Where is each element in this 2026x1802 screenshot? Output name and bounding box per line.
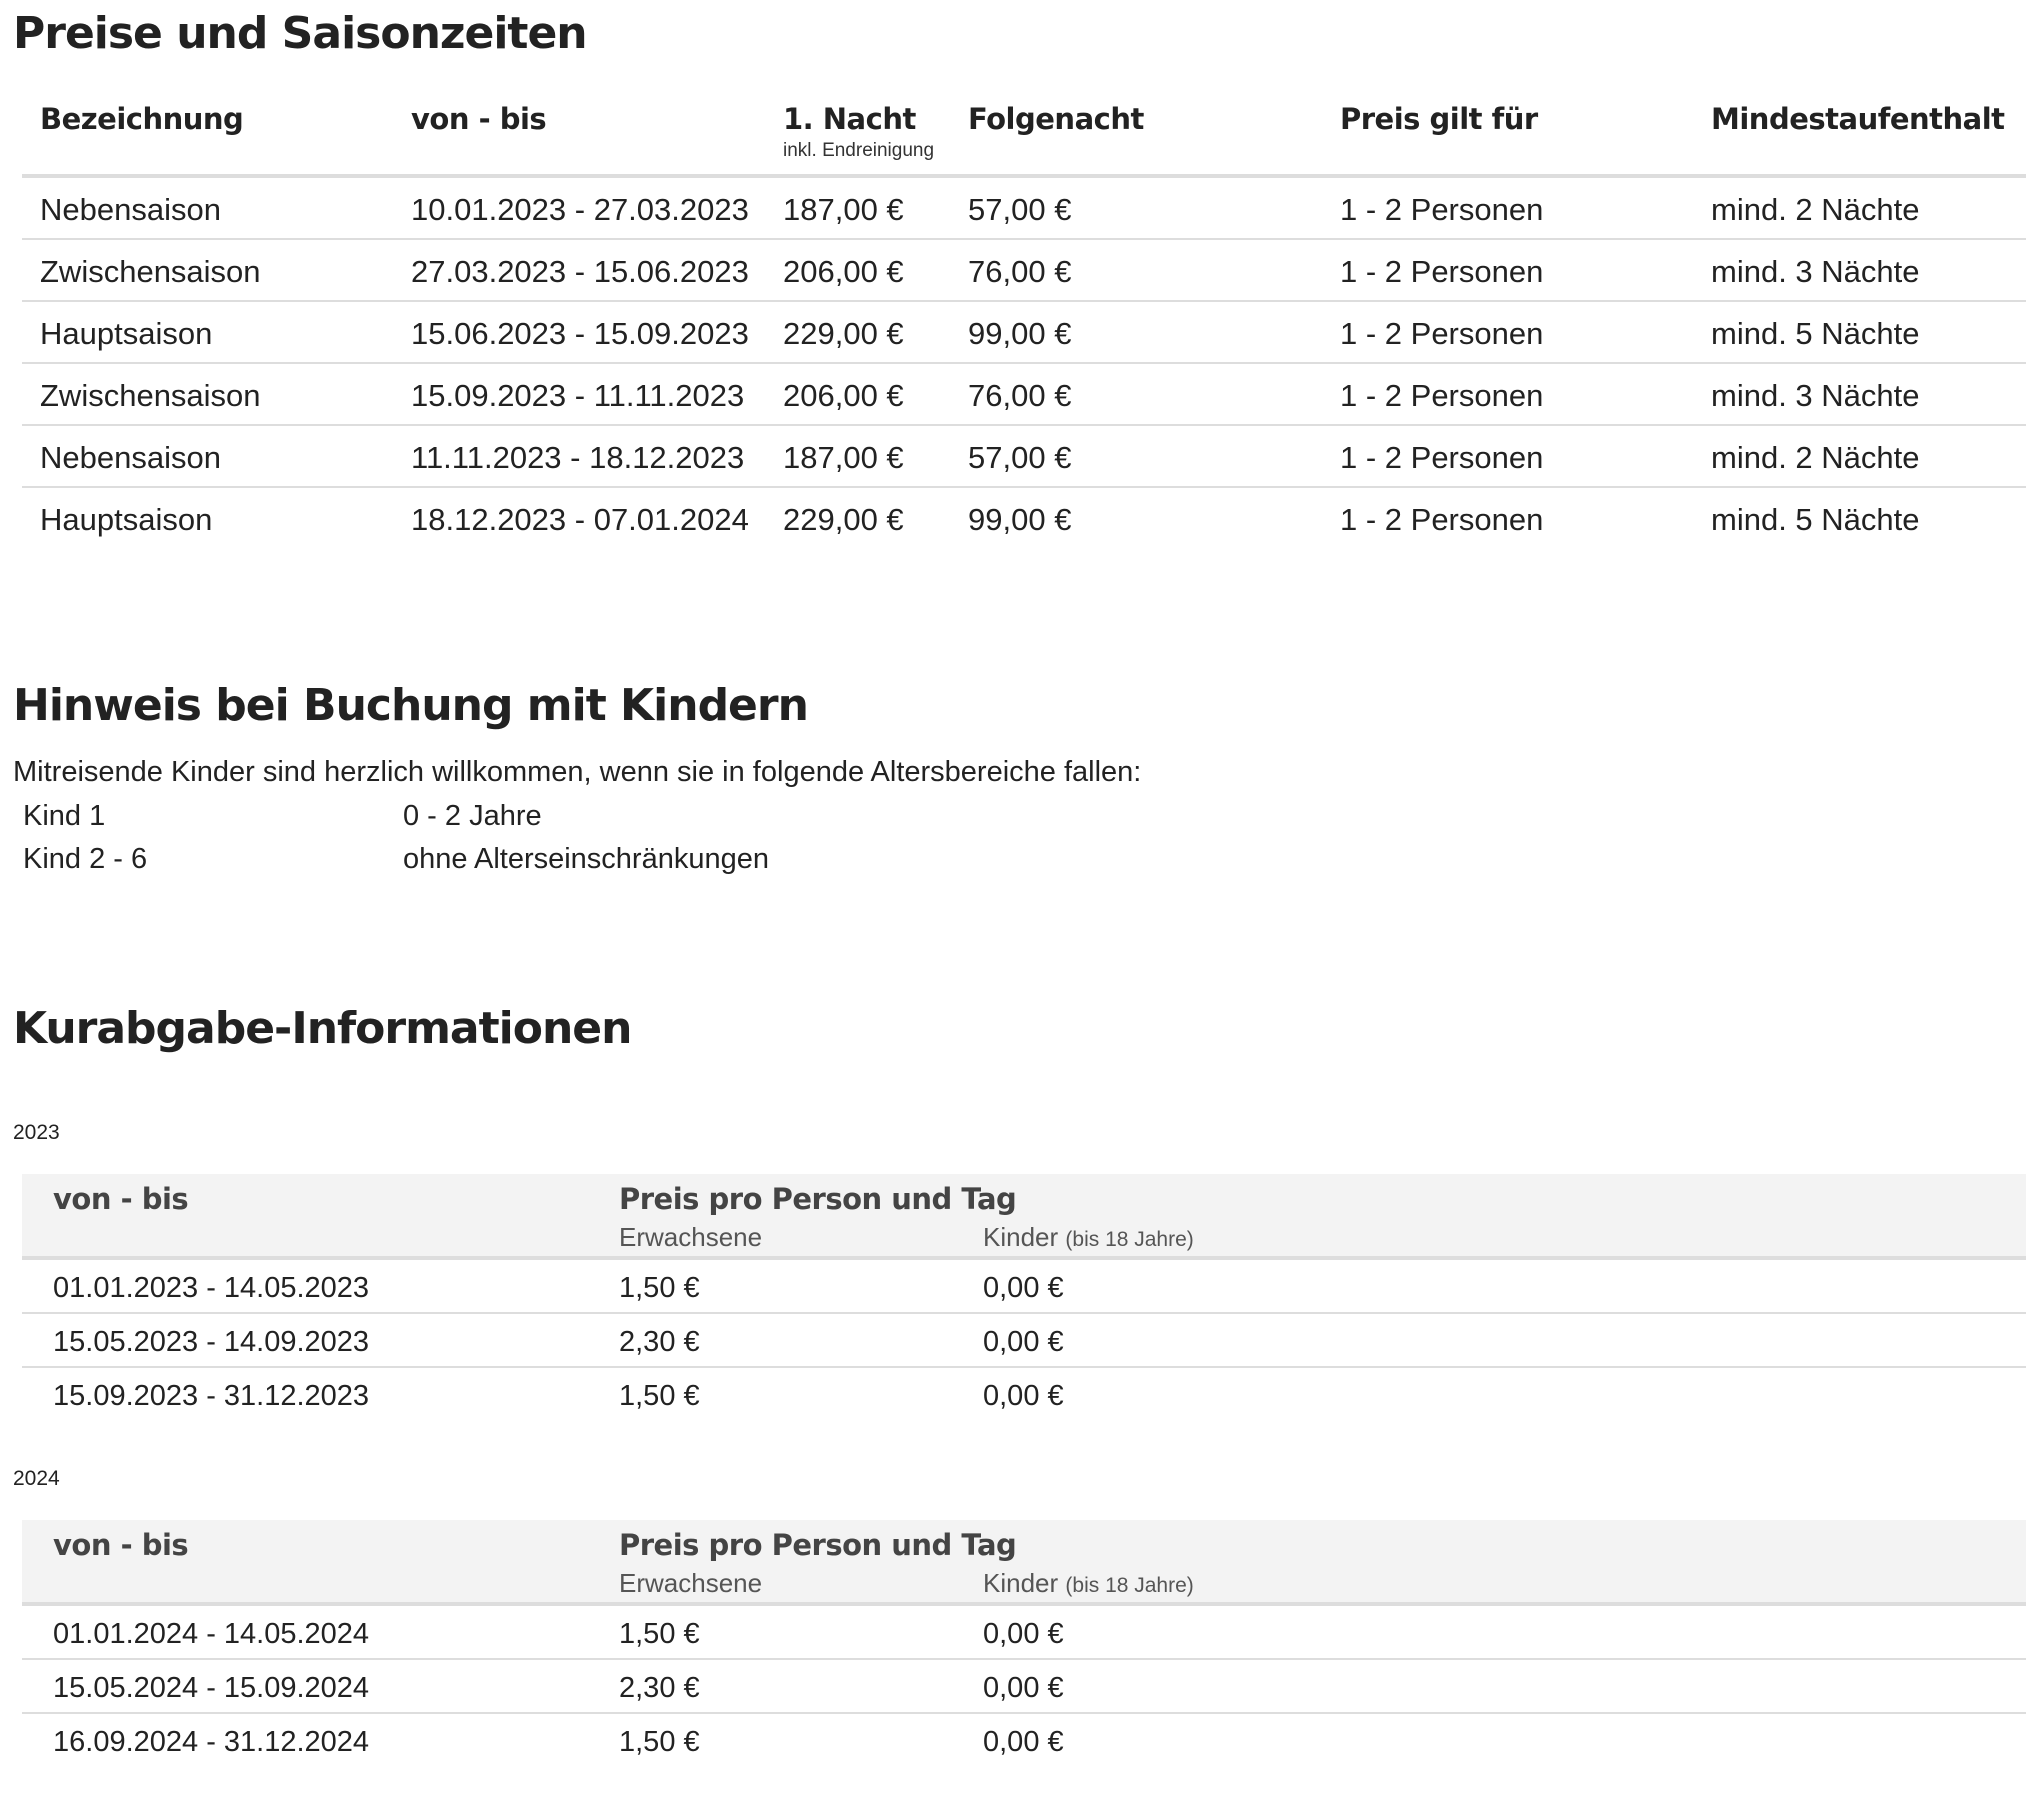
col-header-children: [983, 1568, 1194, 1599]
season-range: 11.11.2023 - 18.12.2023: [411, 440, 745, 475]
season-range: 18.12.2023 - 07.01.2024: [411, 502, 749, 537]
adult-price: 1,50 €: [619, 1618, 700, 1650]
valid-for: 1 - 2 Personen: [1340, 192, 1544, 227]
col-header-first-night: 1. Nacht: [783, 102, 916, 136]
child-price: 0,00 €: [983, 1380, 1064, 1412]
kurtax-title: Kurabgabe-Informationen: [13, 1003, 632, 1054]
date-range: 15.05.2023 - 14.09.2023: [53, 1326, 370, 1358]
table-row: [22, 1260, 2026, 1314]
children-note: (bis 18 Jahre): [1065, 1574, 1194, 1597]
next-night-price: 99,00 €: [968, 316, 1072, 351]
child-label: Kind 1: [23, 800, 106, 832]
table-row: [22, 426, 2026, 488]
col-header-price-title: Preis pro Person und Tag: [619, 1182, 1017, 1216]
adult-price: 2,30 €: [619, 1326, 700, 1358]
valid-for: 1 - 2 Personen: [1340, 378, 1544, 413]
valid-for: 1 - 2 Personen: [1340, 440, 1544, 475]
children-note: (bis 18 Jahre): [1065, 1228, 1194, 1251]
table-row: [22, 240, 2026, 302]
adult-price: 2,30 €: [619, 1672, 700, 1704]
first-night-price: 229,00 €: [783, 316, 904, 351]
col-header-first-night-note: inkl. Endreinigung: [783, 140, 935, 161]
season-name: Zwischensaison: [40, 254, 261, 289]
date-range: 15.05.2024 - 15.09.2024: [53, 1672, 370, 1704]
col-header-min-stay: Mindestaufenthalt: [1711, 102, 2005, 136]
min-stay: mind. 5 Nächte: [1711, 316, 1920, 351]
col-header-range: von - bis: [53, 1528, 189, 1562]
col-header-name: Bezeichnung: [40, 102, 244, 136]
min-stay: mind. 3 Nächte: [1711, 378, 1920, 413]
col-header-adults: Erwachsene: [619, 1568, 763, 1598]
table-row: [22, 178, 2026, 240]
season-range: 10.01.2023 - 27.03.2023: [411, 192, 749, 227]
first-night-price: 187,00 €: [783, 192, 904, 227]
table-row: [22, 1660, 2026, 1714]
next-night-price: 76,00 €: [968, 378, 1072, 413]
next-night-price: 57,00 €: [968, 440, 1072, 475]
adult-price: 1,50 €: [619, 1380, 700, 1412]
season-range: 15.06.2023 - 15.09.2023: [411, 316, 749, 351]
valid-for: 1 - 2 Personen: [1340, 502, 1544, 537]
child-age: 0 - 2 Jahre: [403, 800, 542, 832]
min-stay: mind. 5 Nächte: [1711, 502, 1920, 537]
date-range: 15.09.2023 - 31.12.2023: [53, 1380, 370, 1412]
table-row: [22, 1314, 2026, 1368]
valid-for: 1 - 2 Personen: [1340, 316, 1544, 351]
season-name: Nebensaison: [40, 440, 221, 475]
year-label: 2024: [13, 1467, 60, 1490]
kurtax-table-header: [22, 1520, 2026, 1606]
child-label: Kind 2 - 6: [23, 843, 148, 875]
prices-table-header: [22, 96, 2026, 178]
children-intro: Mitreisende Kinder sind herzlich willkommen, wenn sie in folgende Altersbereiche fallen:: [13, 756, 1142, 788]
child-price: 0,00 €: [983, 1672, 1064, 1704]
adult-price: 1,50 €: [619, 1726, 700, 1758]
date-range: 16.09.2024 - 31.12.2024: [53, 1726, 370, 1758]
col-header-price-title: Preis pro Person und Tag: [619, 1528, 1017, 1562]
children-label: Kinder: [983, 1222, 1059, 1252]
min-stay: mind. 2 Nächte: [1711, 192, 1920, 227]
date-range: 01.01.2024 - 14.05.2024: [53, 1618, 370, 1650]
col-header-valid-for: Preis gilt für: [1340, 102, 1538, 136]
season-name: Hauptsaison: [40, 316, 213, 351]
table-row: [22, 302, 2026, 364]
first-night-price: 229,00 €: [783, 502, 904, 537]
col-header-range: von - bis: [411, 102, 547, 136]
valid-for: 1 - 2 Personen: [1340, 254, 1544, 289]
children-label: Kinder: [983, 1568, 1059, 1598]
col-header-children: [983, 1222, 1194, 1253]
next-night-price: 99,00 €: [968, 502, 1072, 537]
prices-title: Preise und Saisonzeiten: [13, 8, 587, 59]
year-label: 2023: [13, 1121, 60, 1144]
col-header-next-night: Folgenacht: [968, 102, 1144, 136]
kurtax-table-2024: [22, 1520, 2026, 1768]
adult-price: 1,50 €: [619, 1272, 700, 1304]
first-night-price: 206,00 €: [783, 254, 904, 289]
kurtax-table-header: [22, 1174, 2026, 1260]
col-header-range: von - bis: [53, 1182, 189, 1216]
table-row: [22, 1368, 2026, 1422]
child-price: 0,00 €: [983, 1726, 1064, 1758]
child-age: ohne Alterseinschränkungen: [403, 843, 769, 875]
next-night-price: 76,00 €: [968, 254, 1072, 289]
first-night-price: 187,00 €: [783, 440, 904, 475]
table-row: [22, 364, 2026, 426]
child-price: 0,00 €: [983, 1618, 1064, 1650]
min-stay: mind. 3 Nächte: [1711, 254, 1920, 289]
date-range: 01.01.2023 - 14.05.2023: [53, 1272, 370, 1304]
child-price: 0,00 €: [983, 1272, 1064, 1304]
children-title: Hinweis bei Buchung mit Kindern: [13, 680, 808, 731]
table-row: [22, 488, 2026, 550]
table-row: [22, 1714, 2026, 1768]
col-header-adults: Erwachsene: [619, 1222, 763, 1252]
first-night-price: 206,00 €: [783, 378, 904, 413]
season-name: Hauptsaison: [40, 502, 213, 537]
kurtax-table-2023: [22, 1174, 2026, 1422]
season-range: 27.03.2023 - 15.06.2023: [411, 254, 749, 289]
table-row: [22, 1606, 2026, 1660]
season-name: Nebensaison: [40, 192, 221, 227]
prices-table: [22, 96, 2026, 550]
season-range: 15.09.2023 - 11.11.2023: [411, 378, 745, 413]
child-price: 0,00 €: [983, 1326, 1064, 1358]
min-stay: mind. 2 Nächte: [1711, 440, 1920, 475]
season-name: Zwischensaison: [40, 378, 261, 413]
next-night-price: 57,00 €: [968, 192, 1072, 227]
